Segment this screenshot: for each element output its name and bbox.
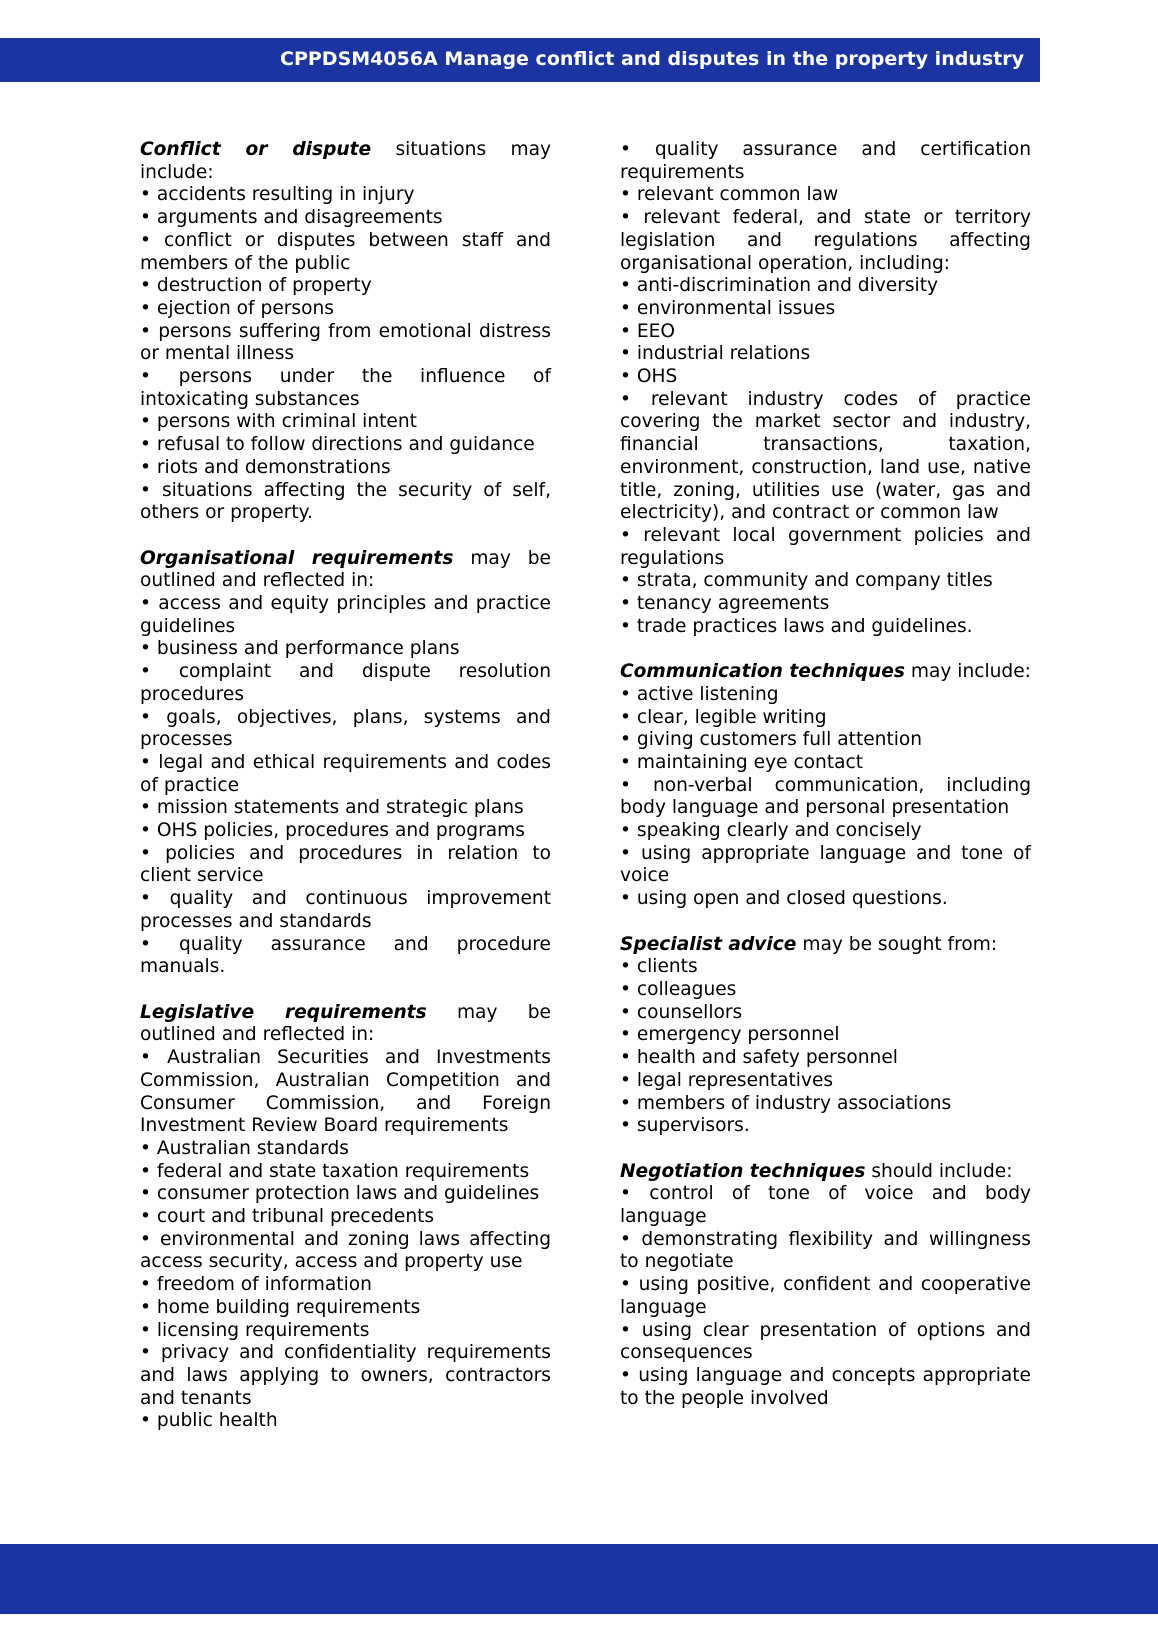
- document-title: CPPDSM4056A Manage conflict and disputes in the property industry: [280, 48, 1024, 70]
- list-item: • privacy and confidentiality requirements and laws applying to owners, contractors and tenants: [140, 1342, 551, 1410]
- list-item: • environmental issues: [620, 298, 1031, 321]
- section-specialist: [620, 934, 1031, 1138]
- list-item: • court and tribunal precedents: [140, 1206, 551, 1229]
- list-item: • mission statements and strategic plans: [140, 797, 551, 820]
- section-organisational: [140, 548, 551, 979]
- list-item: • persons suffering from emotional distress or mental illness: [140, 321, 551, 366]
- list-item: • accidents resulting in injury: [140, 184, 551, 207]
- list-item: • legal representatives: [620, 1070, 1031, 1093]
- list-item: • trade practices laws and guidelines.: [620, 616, 1031, 639]
- list-item: • conflict or disputes between staff and members of the public: [140, 230, 551, 275]
- list-item: • Australian Securities and Investments Commission, Australian Competition and Consumer Commission, and Foreign Investment Review Board requirements: [140, 1047, 551, 1138]
- list-item: • EEO: [620, 321, 1031, 344]
- list-item: • relevant common law: [620, 184, 1031, 207]
- header-bar: [0, 38, 1040, 82]
- list-item: • persons under the influence of intoxicating substances: [140, 366, 551, 411]
- list-item: • riots and demonstrations: [140, 457, 551, 480]
- list-item: • access and equity principles and practice guidelines: [140, 593, 551, 638]
- list-item: • clients: [620, 956, 1031, 979]
- list-item: • business and performance plans: [140, 638, 551, 661]
- list-item: • public health: [140, 1410, 551, 1433]
- list-item: • industrial relations: [620, 343, 1031, 366]
- list-item: • members of industry associations: [620, 1093, 1031, 1116]
- left-column: [140, 139, 551, 1433]
- list-item: • situations affecting the security of self, others or property.: [140, 480, 551, 525]
- intro-text: may include:: [910, 661, 1031, 683]
- list-item: • counsellors: [620, 1002, 1031, 1025]
- list-item: • colleagues: [620, 979, 1031, 1002]
- section-intro: [620, 1161, 1031, 1184]
- section-intro: [140, 139, 551, 184]
- list-item: • relevant industry codes of practice covering the market sector and industry, financial transactions, taxation, environment, construction, land use, native title, zoning, utilities use (water, gas and electricity), and contract or common law: [620, 389, 1031, 525]
- intro-text: may be outlined and reflected in:: [140, 547, 551, 592]
- list-item: • clear, legible writing: [620, 707, 1031, 730]
- list-item: • quality assurance and certification requirements: [620, 139, 1031, 184]
- list-item: • demonstrating flexibility and willingness to negotiate: [620, 1229, 1031, 1274]
- list-item: • destruction of property: [140, 275, 551, 298]
- section-intro: [140, 548, 551, 593]
- section-intro: [140, 1002, 551, 1047]
- list-item: • giving customers full attention: [620, 729, 1031, 752]
- right-column: [620, 139, 1031, 1410]
- section-intro: [620, 934, 1031, 957]
- list-item: • licensing requirements: [140, 1320, 551, 1343]
- list-item: • active listening: [620, 684, 1031, 707]
- list-item: • persons with criminal intent: [140, 411, 551, 434]
- intro-text: may be outlined and reflected in:: [140, 1001, 551, 1046]
- list-item: • supervisors.: [620, 1115, 1031, 1138]
- section-term: Legislative requirements: [140, 1001, 427, 1023]
- list-item: • legal and ethical requirements and codes of practice: [140, 752, 551, 797]
- list-item: • control of tone of voice and body language: [620, 1183, 1031, 1228]
- list-item: • using language and concepts appropriate to the people involved: [620, 1365, 1031, 1410]
- list-item: • ejection of persons: [140, 298, 551, 321]
- section-term: Conflict or dispute: [140, 139, 372, 160]
- list-item: • Australian standards: [140, 1138, 551, 1161]
- list-item: • policies and procedures in relation to client service: [140, 843, 551, 888]
- section-term: Communication techniques: [620, 661, 905, 683]
- list-item: • relevant federal, and state or territory legislation and regulations affecting organisational operation, including:: [620, 207, 1031, 275]
- list-item: • environmental and zoning laws affecting access security, access and property use: [140, 1229, 551, 1274]
- list-item: • freedom of information: [140, 1274, 551, 1297]
- list-item: • refusal to follow directions and guidance: [140, 434, 551, 457]
- section-term: Negotiation techniques: [620, 1160, 866, 1182]
- section-negotiation: [620, 1161, 1031, 1411]
- list-item: • strata, community and company titles: [620, 570, 1031, 593]
- section-legislative: [140, 1002, 551, 1433]
- list-item: • using appropriate language and tone of voice: [620, 843, 1031, 888]
- section-legislative-continued: [620, 139, 1031, 638]
- section-communication: [620, 661, 1031, 911]
- list-item: • home building requirements: [140, 1297, 551, 1320]
- list-item: • speaking clearly and concisely: [620, 820, 1031, 843]
- list-item: • arguments and disagreements: [140, 207, 551, 230]
- list-item: • anti-discrimination and diversity: [620, 275, 1031, 298]
- list-item: • OHS: [620, 366, 1031, 389]
- list-item: • tenancy agreements: [620, 593, 1031, 616]
- list-item: • OHS policies, procedures and programs: [140, 820, 551, 843]
- list-item: • using open and closed questions.: [620, 888, 1031, 911]
- list-item: • goals, objectives, plans, systems and processes: [140, 707, 551, 752]
- list-item: • maintaining eye contact: [620, 752, 1031, 775]
- list-item: • emergency personnel: [620, 1024, 1031, 1047]
- section-conflict: [140, 139, 551, 525]
- list-item: • complaint and dispute resolution procedures: [140, 661, 551, 706]
- list-item: • health and safety personnel: [620, 1047, 1031, 1070]
- intro-text: situations may include:: [140, 139, 551, 183]
- list-item: • relevant local government policies and regulations: [620, 525, 1031, 570]
- list-item: • using positive, confident and cooperative language: [620, 1274, 1031, 1319]
- list-item: • non-verbal communication, including body language and personal presentation: [620, 775, 1031, 820]
- intro-text: may be sought from:: [802, 933, 998, 955]
- list-item: • federal and state taxation requirements: [140, 1161, 551, 1184]
- list-item: • quality assurance and procedure manuals.: [140, 934, 551, 979]
- list-item: • using clear presentation of options and consequences: [620, 1320, 1031, 1365]
- list-item: • consumer protection laws and guidelines: [140, 1183, 551, 1206]
- section-term: Organisational requirements: [140, 547, 454, 569]
- footer-bar: [0, 1544, 1158, 1614]
- intro-text: should include:: [871, 1160, 1013, 1182]
- section-intro: [620, 661, 1031, 684]
- section-term: Specialist advice: [620, 933, 797, 955]
- list-item: • quality and continuous improvement processes and standards: [140, 888, 551, 933]
